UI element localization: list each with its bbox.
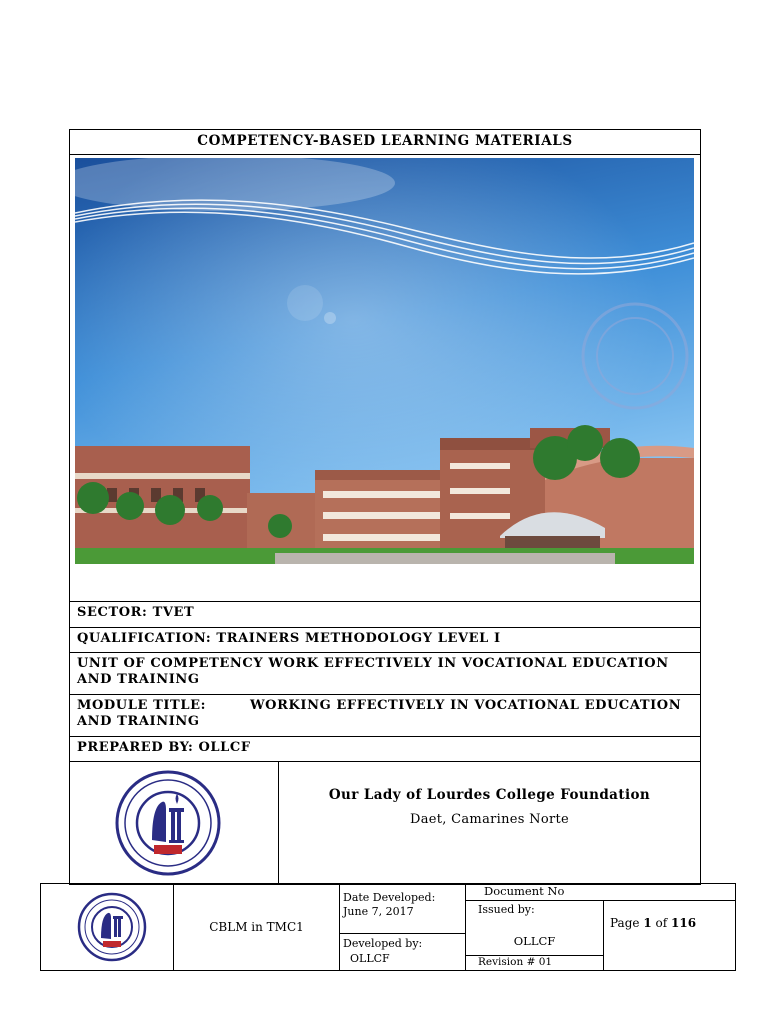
date-developed-cell <box>340 884 466 934</box>
document-no-label: Document No <box>484 884 565 898</box>
module-title-label: MODULE TITLE: <box>77 698 206 713</box>
school-location: Daet, Camarines Norte <box>409 812 569 827</box>
page-label: Page <box>610 916 640 930</box>
footer-seal-logo <box>41 884 174 970</box>
qualification-field: QUALIFICATION: TRAINERS METHODOLOGY LEVEL I <box>70 628 700 653</box>
issued-by-value: OLLCF <box>513 934 556 948</box>
cover-photo-row <box>70 155 700 602</box>
prepared-by-field: PREPARED BY: OLLCF <box>70 737 700 762</box>
school-seal-logo <box>70 762 279 884</box>
revision-number: Revision # 01 <box>466 955 604 970</box>
date-developed-label: Date Developed: <box>343 891 436 904</box>
school-info-row <box>70 762 700 884</box>
school-name-cell <box>279 762 700 884</box>
page-current: 1 <box>643 916 652 930</box>
footer-seal-cell <box>41 884 174 970</box>
unit-of-competency-field: UNIT OF COMPETENCY WORK EFFECTIVELY IN VOCATIONAL EDUCATION AND TRAINING <box>70 653 700 695</box>
school-seal-cell <box>70 762 279 884</box>
page-of: of <box>655 916 668 930</box>
date-developed-value: June 7, 2017 <box>343 905 414 918</box>
module-title-value: WORKING EFFECTIVELY IN VOCATIONAL EDUCATION AND TRAINING <box>77 698 682 729</box>
school-name: Our Lady of Lourdes College Foundation <box>328 787 651 803</box>
developed-by-cell <box>340 934 466 970</box>
document-footer-table <box>40 883 736 971</box>
campus-photo <box>75 158 694 566</box>
issued-by-cell <box>466 900 604 955</box>
page-total: 116 <box>671 916 697 930</box>
module-title-field <box>70 695 700 737</box>
issued-by-label: Issued by: <box>478 903 535 916</box>
page-number-cell <box>604 900 735 970</box>
cblm-code: CBLM in TMC1 <box>174 884 340 970</box>
document-title: COMPETENCY-BASED LEARNING MATERIALS <box>70 130 700 155</box>
developed-by-value: OLLCF <box>350 952 390 965</box>
cover-page-box <box>69 129 701 885</box>
sector-field: SECTOR: TVET <box>70 602 700 628</box>
developed-by-label: Developed by: <box>343 937 423 950</box>
